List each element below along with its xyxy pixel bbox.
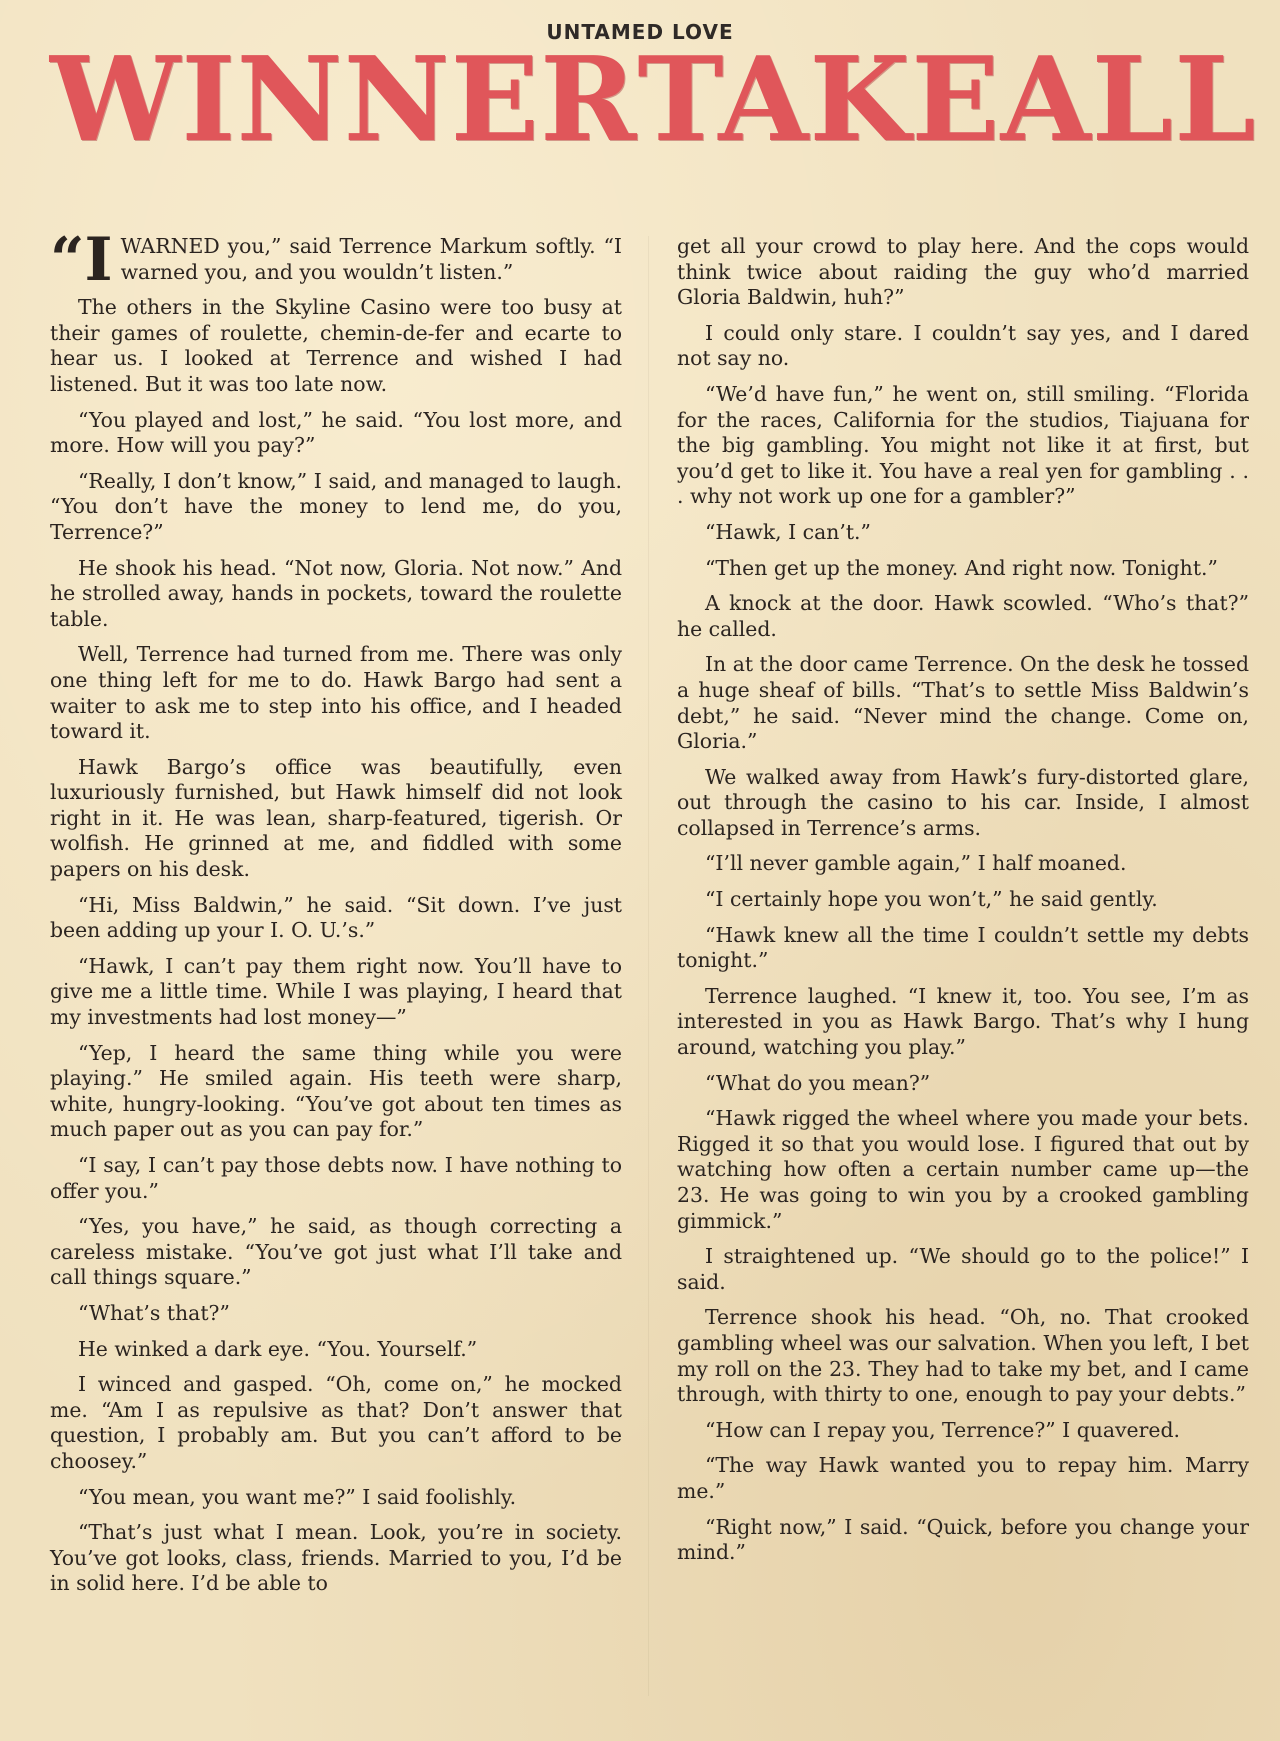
- paragraph-text: In at the door came Terrence. On the desk he tossed a huge sheaf of bills. “That’s to settle Miss Baldwin’s debt,” he said. “Never mind the change. Come on, Gloria.”: [677, 652, 1249, 754]
- story-paragraph: [677, 984, 1249, 1061]
- left-text-column: [50, 225, 622, 1607]
- story-paragraph: [677, 1071, 1249, 1097]
- paragraph-text: “Really, I don’t know,” I said, and managed to laugh. “You don’t have the money to lend me, do you, Terrence?”: [50, 468, 622, 544]
- story-paragraph: [50, 1301, 622, 1327]
- headline-word: TAKE: [637, 32, 1001, 168]
- paragraph-text: He shook his head. “Not now, Gloria. Not now.” And he strolled away, hands in pockets, toward the roulette table.: [50, 555, 622, 631]
- story-paragraph: [50, 1520, 622, 1597]
- story-paragraph: [50, 954, 622, 1031]
- story-paragraph: [50, 295, 622, 397]
- story-paragraph: [677, 887, 1249, 913]
- paragraph-text: “Hawk rigged the wheel where you made your bets. Rigged it so that you would lose. I figured that out by watching how often a certain number came up—the 23. He was going to win you by a crooked gambling gimmick.”: [677, 1106, 1249, 1233]
- paragraph-text: “Right now,” I said. “Quick, before you change your mind.”: [677, 1514, 1249, 1565]
- series-title: UNTAMED LOVE: [546, 20, 734, 44]
- story-paragraph: [50, 1153, 622, 1204]
- drop-cap: “I: [50, 225, 113, 295]
- paragraph-text: “Then get up the money. And right now. Tonight.”: [705, 555, 1218, 580]
- story-paragraph: [50, 642, 622, 744]
- story-paragraph: [677, 851, 1249, 877]
- story-paragraph: [50, 755, 622, 883]
- paragraph-text: I could only stare. I couldn’t say yes, and I dared not say no.: [677, 320, 1249, 371]
- headline-word: ALL: [1000, 32, 1257, 168]
- story-paragraph: [50, 1485, 622, 1511]
- story-paragraph: [677, 1515, 1249, 1566]
- paragraph-text: “The way Hawk wanted you to repay him. Marry me.”: [677, 1453, 1249, 1503]
- paragraph-text: The others in the Skyline Casino were too busy at their games of roulette, chemin-de-fer and ecarte to hear us. I looked at Terrence and wished I had listened. But it was too late now.: [50, 295, 622, 396]
- paragraph-text: “I certainly hope you won’t,” he said gently.: [705, 887, 1158, 912]
- story-paragraph: [50, 408, 622, 459]
- paragraph-text: “Hawk, I can’t.”: [705, 519, 871, 544]
- story-paragraph: [50, 469, 622, 546]
- paragraph-text: We walked away from Hawk’s fury-distorted glare, out through the casino to his car. Inside, I almost collapsed in Terrence’s arms.: [677, 764, 1249, 840]
- paragraph-text: “That’s just what I mean. Look, you’re in society. You’ve got looks, class, friends. Married to you, I’d be in solid here. I’d be able to: [50, 1520, 622, 1596]
- right-text-column: [677, 234, 1249, 1576]
- story-paragraph: [677, 234, 1249, 311]
- story-paragraph: [677, 923, 1249, 974]
- paragraph-text: “What’s that?”: [78, 1300, 230, 1325]
- story-paragraph: [50, 1337, 622, 1363]
- story-paragraph: [677, 321, 1249, 372]
- paragraph-text: Terrence shook his head. “Oh, no. That crooked gambling wheel was our salvation. When you left, I bet my roll on the 23. They had to take my bet, and I came through, with thirty to one, enough to pay your debts.”: [677, 1305, 1249, 1407]
- story-paragraph: [50, 893, 622, 944]
- story-paragraph: [677, 520, 1249, 546]
- paragraph-text: “Hawk, I can’t pay them right now. You’ll have to give me a little time. While I was playing, I heard that my investments had lost money—”: [50, 953, 622, 1030]
- paragraph-text: Hawk Bargo’s office was beautifully, even luxuriously furnished, but Hawk himself did not look right in it. He was lean, sharp-featured, tigerish. Or wolfish. He grinned at me, and fiddled with some papers on his desk.: [50, 754, 622, 882]
- paragraph-text: WARNED you,” said Terrence Markum softly. “I warned you, and you wouldn’t listen.”: [120, 234, 622, 284]
- story-paragraph: [677, 1418, 1249, 1444]
- paragraph-text: “Hawk knew all the time I couldn’t settle my debts tonight.”: [677, 922, 1249, 973]
- paragraph-text: I straightened up. “We should go to the police!” I said.: [677, 1244, 1249, 1294]
- story-paragraph: [50, 1214, 622, 1291]
- paragraph-text: “What do you mean?”: [705, 1070, 931, 1095]
- paragraph-text: “I say, I can’t pay those debts now. I have nothing to offer you.”: [50, 1153, 622, 1203]
- paragraph-text: “You mean, you want me?” I said foolishly.: [78, 1484, 517, 1509]
- paragraph-text: “Yes, you have,” he said, as though correcting a careless mistake. “You’ve got just what I’ll take and call things square.”: [50, 1214, 622, 1290]
- story-paragraph: [677, 765, 1249, 842]
- story-paragraph: [677, 1305, 1249, 1407]
- paragraph-text: “Yep, I heard the same thing while you were playing.” He smiled again. His teeth were sharp, white, hungry-looking. “You’ve got about ten times as much paper out as you can pay for.”: [50, 1040, 622, 1142]
- paragraph-text: Terrence laughed. “I knew it, too. You see, I’m as interested in you as Hawk Bargo. That’s why I hung around, watching you play.”: [677, 983, 1249, 1060]
- column-gutter: [648, 236, 649, 1696]
- story-paragraph: [677, 382, 1249, 510]
- story-paragraph: [50, 556, 622, 633]
- paragraph-text: “How can I repay you, Terrence?” I quavered.: [705, 1417, 1180, 1442]
- story-paragraph: [677, 1244, 1249, 1295]
- story-paragraph: [50, 1372, 622, 1474]
- paragraph-text: “We’d have fun,” he went on, still smiling. “Florida for the races, California for the studios, Tiajuana for the big gambling. You might not like it at first, but you’d get to like it. You have a real yen for gambling . . . why not work up one for a gambler?”: [677, 381, 1249, 509]
- paragraph-text: “Hi, Miss Baldwin,” he said. “Sit down. I’ve just been adding up your I. O. U.’s.”: [50, 892, 622, 943]
- paragraph-text: Well, Terrence had turned from me. There was only one thing left for me to do. Hawk Bargo had sent a waiter to ask me to step into his office, and I headed toward it.: [50, 642, 622, 744]
- story-paragraph: [50, 1041, 622, 1143]
- paragraph-text: He winked a dark eye. “You. Yourself.”: [78, 1336, 478, 1361]
- paragraph-text: “I’ll never gamble again,” I half moaned.: [705, 851, 1127, 876]
- headline-word: WINNER: [50, 32, 638, 168]
- story-paragraph: [677, 591, 1249, 642]
- story-paragraph: [50, 225, 622, 295]
- paragraph-text: A knock at the door. Hawk scowled. “Who’s that?” he called.: [677, 591, 1249, 641]
- story-paragraph: [677, 652, 1249, 754]
- story-paragraph: [677, 556, 1249, 582]
- paragraph-text: I winced and gasped. “Oh, come on,” he mocked me. “Am I as repulsive as that? Don’t answer that question, I probably am. But you can’t afford to be choosey.”: [50, 1372, 622, 1473]
- story-paragraph: [677, 1106, 1249, 1234]
- paragraph-text: “You played and lost,” he said. “You lost more, and more. How will you pay?”: [50, 407, 622, 458]
- story-paragraph: [677, 1453, 1249, 1504]
- paragraph-text: get all your crowd to play here. And the cops would think twice about raiding the guy who’d married Gloria Baldwin, huh?”: [677, 234, 1249, 310]
